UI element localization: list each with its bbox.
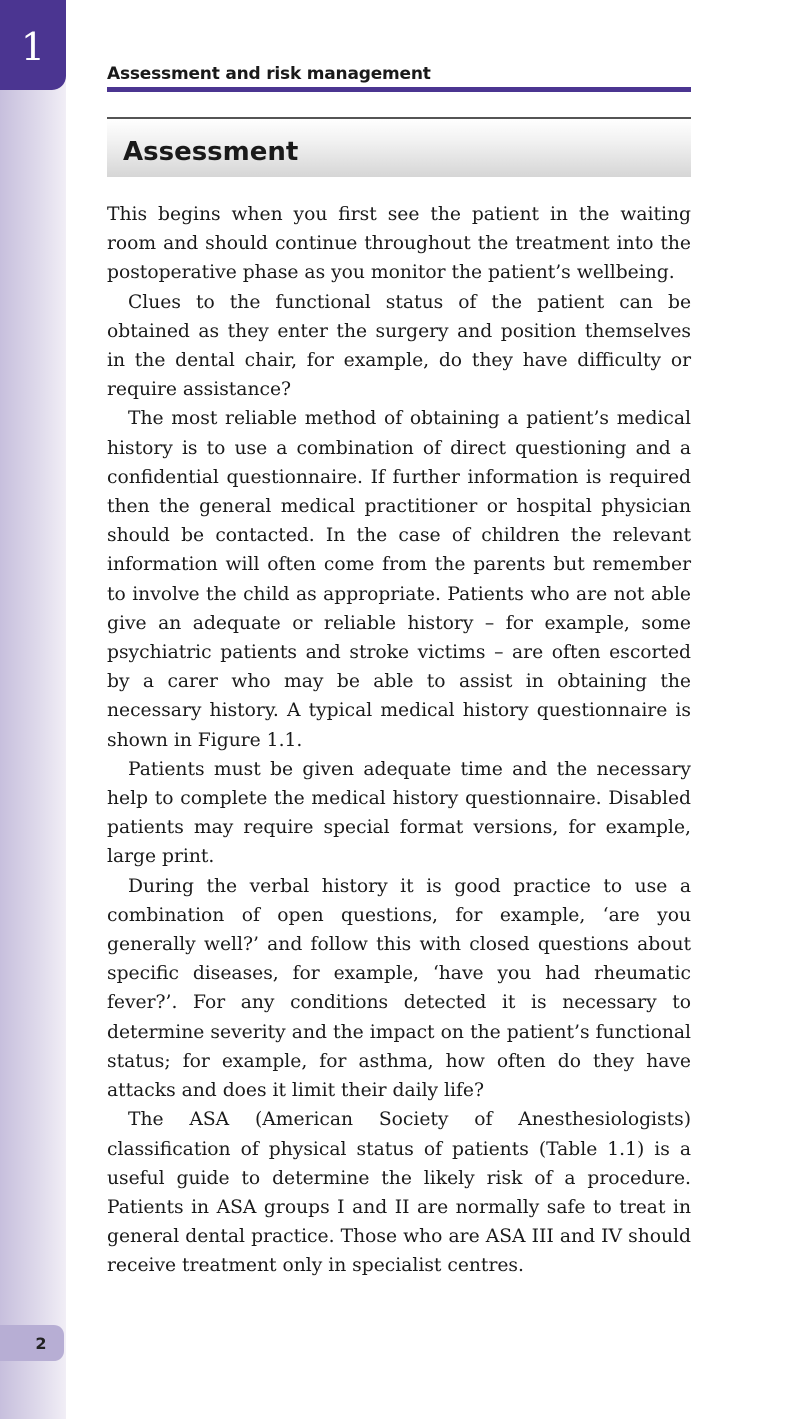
paragraph: Patients must be given adequate time and the necessary help to complete the medical history questionnaire. Disabled patients may require special format versions, for example, large print. (107, 758, 691, 868)
chapter-tab (0, 0, 66, 90)
paragraph: Clues to the functional status of the patient can be obtained as they enter the surgery and position themselves in the dental chair, for example, do they have difficulty or require assistance? (107, 291, 691, 401)
section-banner (107, 117, 691, 177)
side-strip (0, 0, 66, 1419)
paragraph: The ASA (American Society of Anesthesiologists) classification of physical status of patients (Table 1.1) is a useful guide to determine the likely risk of a procedure. Patients in ASA groups I and II are normally safe to treat in general dental practice. Those who are ASA III and IV should receive treatment only in specialist centres. (107, 1109, 691, 1277)
page-number: 2 (35, 1333, 47, 1353)
page-number-tab (0, 1325, 64, 1361)
chapter-number: 1 (20, 25, 46, 69)
section-title: Assessment (123, 137, 299, 167)
body-text (107, 200, 691, 1281)
running-head: Assessment and risk management (107, 64, 691, 92)
paragraph: During the verbal history it is good practice to use a combination of open questions, for example, ‘are you generally well?’ and follow this with closed questions about specific diseases, for example, ‘have you had rheumatic fever?’. For any conditions detected it is necessary to determine severity and the impact on the patient’s functional status; for example, for asthma, how often do they have attacks and does it limit their daily life? (107, 875, 691, 1102)
paragraph: This begins when you first see the patient in the waiting room and should continue throughout the treatment into the postoperative phase as you monitor the patient’s wellbeing. (107, 204, 691, 284)
paragraph: The most reliable method of obtaining a patient’s medical history is to use a combination of direct questioning and a confidential questionnaire. If further information is required then the general medical practitioner or hospital physician should be contacted. In the case of children the relevant information will often come from the parents but remember to involve the child as appropriate. Patients who are not able give an adequate or reliable history – for example, some psychiatric patients and stroke victims – are often escorted by a carer who may be able to assist in obtaining the necessary history. A typical medical history questionnaire is shown in Figure 1.1. (107, 408, 691, 751)
